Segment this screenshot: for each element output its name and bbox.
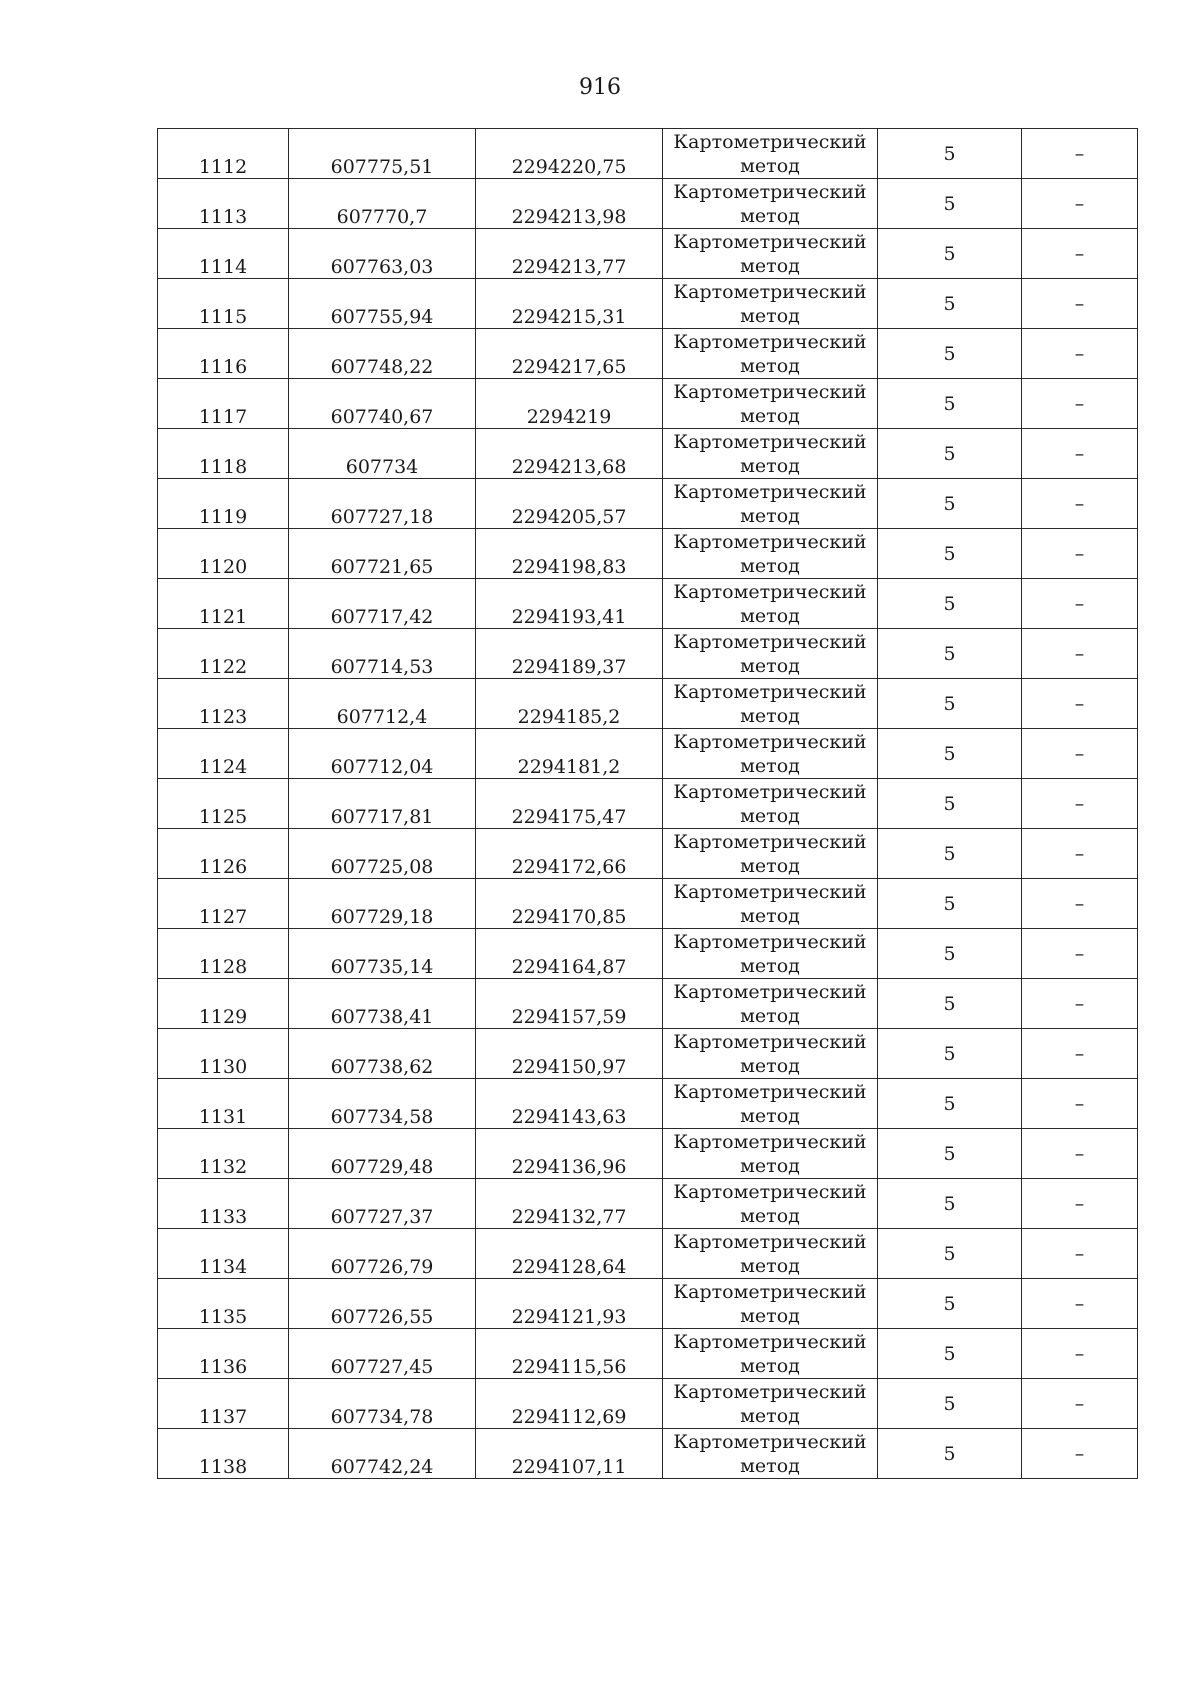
table-row	[158, 529, 1138, 579]
note-cell: –	[1022, 1129, 1138, 1179]
note-cell: –	[1022, 1279, 1138, 1329]
y-coordinate-cell: 2294157,59	[476, 979, 663, 1029]
accuracy-cell: 5	[878, 579, 1022, 629]
y-coordinate-cell: 2294170,85	[476, 879, 663, 929]
x-coordinate-cell: 607717,42	[289, 579, 476, 629]
note-cell: –	[1022, 1329, 1138, 1379]
note-cell: –	[1022, 729, 1138, 779]
x-coordinate-cell: 607734,78	[289, 1379, 476, 1429]
method-cell	[663, 1179, 878, 1229]
method-line-1: Картометрический	[673, 380, 867, 403]
x-coordinate-cell: 607740,67	[289, 379, 476, 429]
note-cell: –	[1022, 179, 1138, 229]
accuracy-cell: 5	[878, 379, 1022, 429]
x-coordinate-cell: 607734	[289, 429, 476, 479]
method-line-2: метод	[740, 654, 800, 677]
point-number-cell: 1114	[158, 229, 289, 279]
note-cell: –	[1022, 979, 1138, 1029]
method-line-1: Картометрический	[673, 1330, 867, 1353]
method-line-2: метод	[740, 1004, 800, 1027]
point-number-cell: 1117	[158, 379, 289, 429]
note-cell: –	[1022, 279, 1138, 329]
point-number-cell: 1135	[158, 1279, 289, 1329]
method-line-2: метод	[740, 1204, 800, 1227]
table-row	[158, 1029, 1138, 1079]
accuracy-cell: 5	[878, 979, 1022, 1029]
x-coordinate-cell: 607735,14	[289, 929, 476, 979]
method-line-2: метод	[740, 604, 800, 627]
accuracy-cell: 5	[878, 1379, 1022, 1429]
method-line-1: Картометрический	[673, 680, 867, 703]
method-line-2: метод	[740, 804, 800, 827]
method-line-1: Картометрический	[673, 230, 867, 253]
point-number-cell: 1119	[158, 479, 289, 529]
table-row	[158, 1329, 1138, 1379]
method-line-2: метод	[740, 754, 800, 777]
point-number-cell: 1113	[158, 179, 289, 229]
method-line-1: Картометрический	[673, 1230, 867, 1253]
accuracy-cell: 5	[878, 1429, 1022, 1479]
y-coordinate-cell: 2294164,87	[476, 929, 663, 979]
point-number-cell: 1138	[158, 1429, 289, 1479]
method-line-1: Картометрический	[673, 1280, 867, 1303]
method-cell	[663, 379, 878, 429]
x-coordinate-cell: 607727,37	[289, 1179, 476, 1229]
point-number-cell: 1134	[158, 1229, 289, 1279]
note-cell: –	[1022, 1429, 1138, 1479]
table-row	[158, 229, 1138, 279]
method-line-2: метод	[740, 1304, 800, 1327]
table-row	[158, 779, 1138, 829]
x-coordinate-cell: 607712,04	[289, 729, 476, 779]
method-cell	[663, 1379, 878, 1429]
y-coordinate-cell: 2294217,65	[476, 329, 663, 379]
method-cell	[663, 1279, 878, 1329]
method-line-2: метод	[740, 1454, 800, 1477]
y-coordinate-cell: 2294213,77	[476, 229, 663, 279]
y-coordinate-cell: 2294219	[476, 379, 663, 429]
table-row	[158, 129, 1138, 179]
y-coordinate-cell: 2294215,31	[476, 279, 663, 329]
method-line-2: метод	[740, 354, 800, 377]
accuracy-cell: 5	[878, 779, 1022, 829]
table-row	[158, 1429, 1138, 1479]
method-line-1: Картометрический	[673, 630, 867, 653]
y-coordinate-cell: 2294220,75	[476, 129, 663, 179]
method-cell	[663, 629, 878, 679]
point-number-cell: 1132	[158, 1129, 289, 1179]
table-row	[158, 1229, 1138, 1279]
method-cell	[663, 179, 878, 229]
accuracy-cell: 5	[878, 1329, 1022, 1379]
note-cell: –	[1022, 579, 1138, 629]
method-line-2: метод	[740, 554, 800, 577]
accuracy-cell: 5	[878, 329, 1022, 379]
point-number-cell: 1115	[158, 279, 289, 329]
accuracy-cell: 5	[878, 1179, 1022, 1229]
point-number-cell: 1112	[158, 129, 289, 179]
y-coordinate-cell: 2294205,57	[476, 479, 663, 529]
x-coordinate-cell: 607729,18	[289, 879, 476, 929]
x-coordinate-cell: 607729,48	[289, 1129, 476, 1179]
note-cell: –	[1022, 329, 1138, 379]
method-line-2: метод	[740, 504, 800, 527]
method-cell	[663, 729, 878, 779]
method-line-2: метод	[740, 1354, 800, 1377]
method-cell	[663, 779, 878, 829]
accuracy-cell: 5	[878, 429, 1022, 479]
method-cell	[663, 979, 878, 1029]
note-cell: –	[1022, 629, 1138, 679]
method-line-2: метод	[740, 254, 800, 277]
point-number-cell: 1125	[158, 779, 289, 829]
y-coordinate-cell: 2294172,66	[476, 829, 663, 879]
method-line-2: метод	[740, 304, 800, 327]
note-cell: –	[1022, 1029, 1138, 1079]
point-number-cell: 1137	[158, 1379, 289, 1429]
accuracy-cell: 5	[878, 1029, 1022, 1079]
note-cell: –	[1022, 479, 1138, 529]
x-coordinate-cell: 607714,53	[289, 629, 476, 679]
accuracy-cell: 5	[878, 929, 1022, 979]
table-row	[158, 379, 1138, 429]
method-cell	[663, 279, 878, 329]
method-cell	[663, 579, 878, 629]
table-row	[158, 1179, 1138, 1229]
x-coordinate-cell: 607721,65	[289, 529, 476, 579]
y-coordinate-cell: 2294107,11	[476, 1429, 663, 1479]
method-line-1: Картометрический	[673, 130, 867, 153]
method-line-2: метод	[740, 154, 800, 177]
method-line-2: метод	[740, 204, 800, 227]
accuracy-cell: 5	[878, 129, 1022, 179]
point-number-cell: 1127	[158, 879, 289, 929]
note-cell: –	[1022, 829, 1138, 879]
y-coordinate-cell: 2294132,77	[476, 1179, 663, 1229]
method-line-2: метод	[740, 1404, 800, 1427]
note-cell: –	[1022, 1179, 1138, 1229]
table-row	[158, 829, 1138, 879]
point-number-cell: 1130	[158, 1029, 289, 1079]
x-coordinate-cell: 607727,18	[289, 479, 476, 529]
x-coordinate-cell: 607755,94	[289, 279, 476, 329]
method-line-1: Картометрический	[673, 1430, 867, 1453]
accuracy-cell: 5	[878, 479, 1022, 529]
table-row	[158, 179, 1138, 229]
y-coordinate-cell: 2294115,56	[476, 1329, 663, 1379]
method-line-2: метод	[740, 904, 800, 927]
note-cell: –	[1022, 429, 1138, 479]
y-coordinate-cell: 2294175,47	[476, 779, 663, 829]
table-row	[158, 1379, 1138, 1429]
point-number-cell: 1126	[158, 829, 289, 879]
note-cell: –	[1022, 129, 1138, 179]
x-coordinate-cell: 607742,24	[289, 1429, 476, 1479]
accuracy-cell: 5	[878, 1079, 1022, 1129]
note-cell: –	[1022, 779, 1138, 829]
point-number-cell: 1129	[158, 979, 289, 1029]
point-number-cell: 1122	[158, 629, 289, 679]
table-row	[158, 1079, 1138, 1129]
method-line-1: Картометрический	[673, 730, 867, 753]
y-coordinate-cell: 2294213,68	[476, 429, 663, 479]
y-coordinate-cell: 2294213,98	[476, 179, 663, 229]
method-line-1: Картометрический	[673, 330, 867, 353]
x-coordinate-cell: 607734,58	[289, 1079, 476, 1129]
x-coordinate-cell: 607712,4	[289, 679, 476, 729]
table-row	[158, 879, 1138, 929]
method-cell	[663, 1079, 878, 1129]
accuracy-cell: 5	[878, 179, 1022, 229]
coordinates-table	[157, 128, 1138, 1479]
method-line-1: Картометрический	[673, 880, 867, 903]
method-cell	[663, 429, 878, 479]
method-line-1: Картометрический	[673, 1080, 867, 1103]
method-cell	[663, 879, 878, 929]
x-coordinate-cell: 607738,62	[289, 1029, 476, 1079]
method-cell	[663, 1329, 878, 1379]
y-coordinate-cell: 2294143,63	[476, 1079, 663, 1129]
method-cell	[663, 529, 878, 579]
method-cell	[663, 679, 878, 729]
x-coordinate-cell: 607726,79	[289, 1229, 476, 1279]
note-cell: –	[1022, 229, 1138, 279]
accuracy-cell: 5	[878, 229, 1022, 279]
y-coordinate-cell: 2294112,69	[476, 1379, 663, 1429]
method-cell	[663, 1029, 878, 1079]
y-coordinate-cell: 2294198,83	[476, 529, 663, 579]
point-number-cell: 1136	[158, 1329, 289, 1379]
method-line-1: Картометрический	[673, 580, 867, 603]
x-coordinate-cell: 607738,41	[289, 979, 476, 1029]
x-coordinate-cell: 607727,45	[289, 1329, 476, 1379]
method-cell	[663, 329, 878, 379]
accuracy-cell: 5	[878, 629, 1022, 679]
method-cell	[663, 129, 878, 179]
table-row	[158, 1129, 1138, 1179]
note-cell: –	[1022, 1079, 1138, 1129]
point-number-cell: 1123	[158, 679, 289, 729]
note-cell: –	[1022, 1229, 1138, 1279]
table-row	[158, 429, 1138, 479]
method-line-1: Картометрический	[673, 180, 867, 203]
method-cell	[663, 479, 878, 529]
method-line-2: метод	[740, 454, 800, 477]
point-number-cell: 1121	[158, 579, 289, 629]
note-cell: –	[1022, 679, 1138, 729]
point-number-cell: 1128	[158, 929, 289, 979]
table-row	[158, 1279, 1138, 1329]
method-cell	[663, 929, 878, 979]
method-cell	[663, 229, 878, 279]
accuracy-cell: 5	[878, 729, 1022, 779]
method-line-2: метод	[740, 1254, 800, 1277]
method-line-1: Картометрический	[673, 1030, 867, 1053]
accuracy-cell: 5	[878, 679, 1022, 729]
table-row	[158, 929, 1138, 979]
note-cell: –	[1022, 379, 1138, 429]
accuracy-cell: 5	[878, 1279, 1022, 1329]
accuracy-cell: 5	[878, 879, 1022, 929]
y-coordinate-cell: 2294185,2	[476, 679, 663, 729]
table-row	[158, 979, 1138, 1029]
method-cell	[663, 1129, 878, 1179]
method-line-1: Картометрический	[673, 1180, 867, 1203]
table-row	[158, 629, 1138, 679]
method-cell	[663, 829, 878, 879]
table-row	[158, 279, 1138, 329]
method-line-2: метод	[740, 404, 800, 427]
method-line-1: Картометрический	[673, 930, 867, 953]
x-coordinate-cell: 607725,08	[289, 829, 476, 879]
x-coordinate-cell: 607763,03	[289, 229, 476, 279]
y-coordinate-cell: 2294189,37	[476, 629, 663, 679]
accuracy-cell: 5	[878, 829, 1022, 879]
note-cell: –	[1022, 879, 1138, 929]
method-line-2: метод	[740, 1154, 800, 1177]
point-number-cell: 1120	[158, 529, 289, 579]
method-line-2: метод	[740, 704, 800, 727]
note-cell: –	[1022, 1379, 1138, 1429]
method-line-2: метод	[740, 954, 800, 977]
point-number-cell: 1118	[158, 429, 289, 479]
method-line-1: Картометрический	[673, 830, 867, 853]
method-line-2: метод	[740, 854, 800, 877]
table-row	[158, 479, 1138, 529]
page-number: 916	[579, 75, 621, 100]
y-coordinate-cell: 2294150,97	[476, 1029, 663, 1079]
point-number-cell: 1133	[158, 1179, 289, 1229]
method-cell	[663, 1429, 878, 1479]
table-row	[158, 729, 1138, 779]
x-coordinate-cell: 607748,22	[289, 329, 476, 379]
x-coordinate-cell: 607726,55	[289, 1279, 476, 1329]
y-coordinate-cell: 2294128,64	[476, 1229, 663, 1279]
point-number-cell: 1131	[158, 1079, 289, 1129]
table-row	[158, 679, 1138, 729]
method-line-2: метод	[740, 1104, 800, 1127]
y-coordinate-cell: 2294121,93	[476, 1279, 663, 1329]
x-coordinate-cell: 607775,51	[289, 129, 476, 179]
note-cell: –	[1022, 529, 1138, 579]
y-coordinate-cell: 2294193,41	[476, 579, 663, 629]
method-line-1: Картометрический	[673, 430, 867, 453]
method-line-2: метод	[740, 1054, 800, 1077]
coordinates-table-body	[158, 129, 1138, 1479]
table-row	[158, 329, 1138, 379]
point-number-cell: 1124	[158, 729, 289, 779]
method-line-1: Картометрический	[673, 780, 867, 803]
method-line-1: Картометрический	[673, 530, 867, 553]
point-number-cell: 1116	[158, 329, 289, 379]
x-coordinate-cell: 607717,81	[289, 779, 476, 829]
method-line-1: Картометрический	[673, 1380, 867, 1403]
method-line-1: Картометрический	[673, 280, 867, 303]
method-line-1: Картометрический	[673, 480, 867, 503]
y-coordinate-cell: 2294136,96	[476, 1129, 663, 1179]
note-cell: –	[1022, 929, 1138, 979]
y-coordinate-cell: 2294181,2	[476, 729, 663, 779]
accuracy-cell: 5	[878, 1229, 1022, 1279]
x-coordinate-cell: 607770,7	[289, 179, 476, 229]
table-row	[158, 579, 1138, 629]
accuracy-cell: 5	[878, 279, 1022, 329]
method-line-1: Картометрический	[673, 1130, 867, 1153]
accuracy-cell: 5	[878, 1129, 1022, 1179]
accuracy-cell: 5	[878, 529, 1022, 579]
method-line-1: Картометрический	[673, 980, 867, 1003]
method-cell	[663, 1229, 878, 1279]
